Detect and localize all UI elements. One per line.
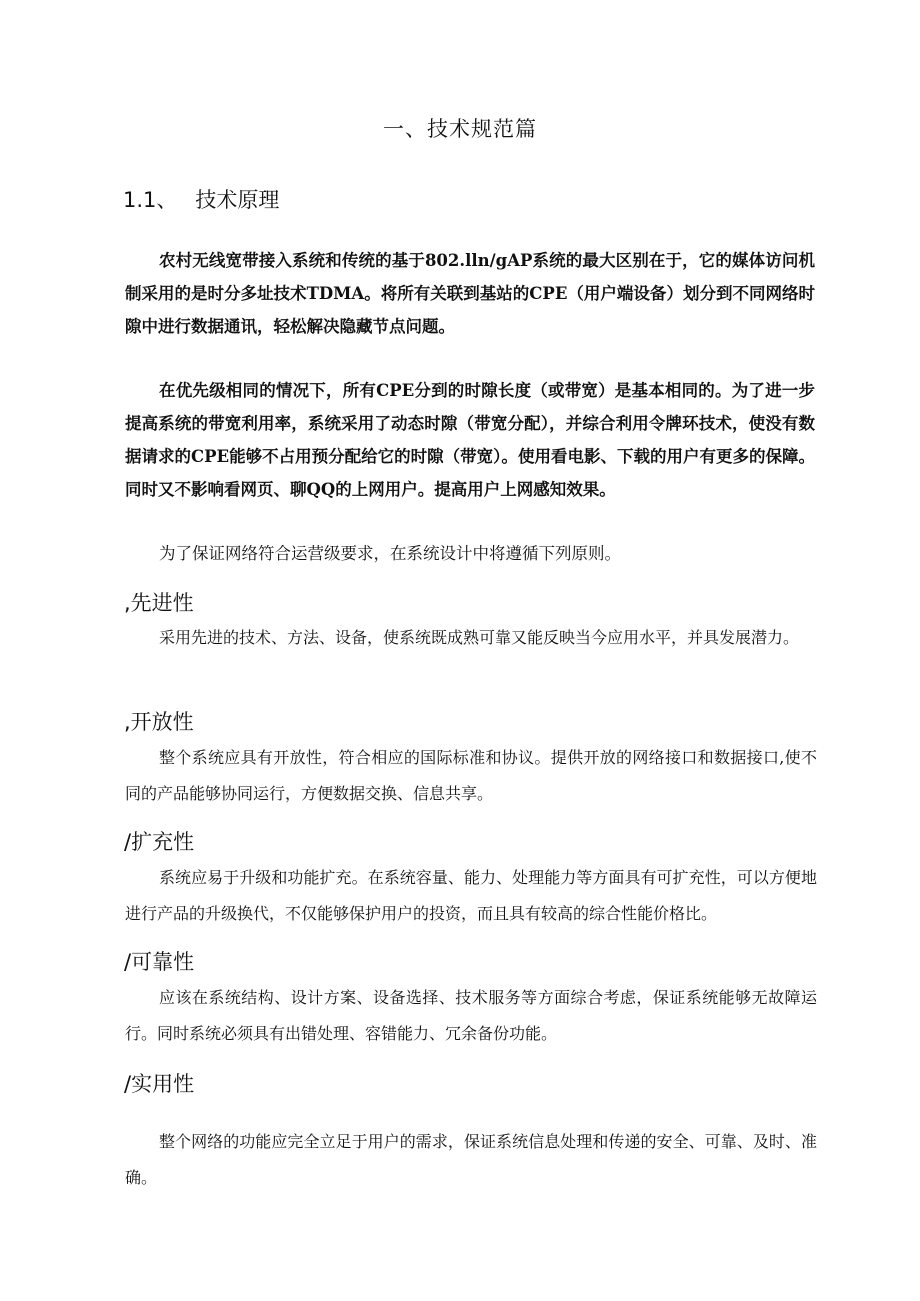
section-title: 技术原理	[195, 188, 280, 212]
principle-text-practicality: 整个网络的功能应完全立足于用户的需求，保证系统信息处理和传递的安全、可靠、及时、准确。	[125, 1132, 817, 1187]
principle-heading-openness: ,开放性	[124, 710, 194, 734]
document-title: 一、技术规范篇	[383, 117, 537, 141]
section-heading	[123, 184, 279, 214]
principle-text-scalability: 系统应易于升级和功能扩充。在系统容量、能力、处理能力等方面具有可扩充性，可以方便地进行产品的升级换代，不仅能够保护用户的投资，而且具有较高的综合性能价格比。	[125, 868, 817, 923]
principle-heading-scalability: /扩充性	[124, 830, 195, 854]
principle-text-reliability: 应该在系统结构、设计方案、设备选择、技术服务等方面综合考虑，保证系统能够无故障运行。同时系统必须具有出错处理、容错能力、冗余备份功能。	[125, 988, 817, 1043]
intro-text: 为了保证网络符合运营级要求，在系统设计中将遵循下列原则。	[159, 544, 621, 563]
principle-heading-practicality: /实用性	[124, 1072, 195, 1096]
principle-heading-advanced: ,先进性	[124, 591, 194, 615]
principle-text-advanced: 采用先进的技术、方法、设备，使系统既成熟可靠又能反映当今应用水平，并具发展潜力。	[159, 628, 800, 647]
principle-heading-reliability: /可靠性	[124, 950, 195, 974]
paragraph-tdma: 农村无线宽带接入系统和传统的基于802.lln/gAP系统的最大区别在于，它的媒体访问机制采用的是时分多址技术TDMA。将所有关联到基站的CPE（用户端设备）划分到不同网络时隙中进行数据通讯，轻松解决隐藏节点问题。	[125, 251, 815, 336]
principle-text-openness: 整个系统应具有开放性，符合相应的国际标准和协议。提供开放的网络接口和数据接口,使不同的产品能够协同运行，方便数据交换、信息共享。	[125, 748, 817, 803]
paragraph-bandwidth: 在优先级相同的情况下，所有CPE分到的时隙长度（或带宽）是基本相同的。为了进一步提高系统的带宽利用率，系统采用了动态时隙（带宽分配），并综合利用令牌环技术，使没有数据请求的CPE能够不占用预分配给它的时隙（带宽）。使用看电影、下载的用户有更多的保障。同时又不影响看网页、聊QQ的上网用户。提高用户上网感知效果。	[125, 381, 815, 499]
section-number: 1.1、	[123, 188, 178, 212]
